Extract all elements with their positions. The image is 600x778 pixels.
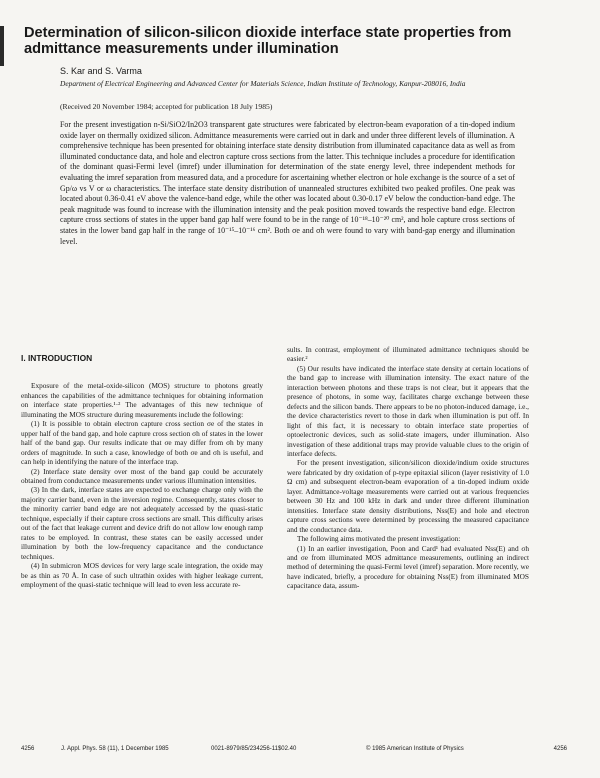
paragraph: (4) In submicron MOS devices for very large scale integration, the oxide may be as thin as 70 Å. In case of such ultrathin oxides with higher leakage current, employment of the quasi-static technique will lead to even less accurate re- <box>21 561 263 589</box>
authors: S. Kar and S. Varma <box>60 66 142 76</box>
paragraph: (1) It is possible to obtain electron capture cross section σe of the states in upper half of the band gap, and hole capture cross section σh of states in the lower half of the band gap. Our results indicate that σe may differ from σh by many orders of magnitude. In such a case, knowledge of both σe and σh is useful, and can help in identifying the nature of the interface trap. <box>21 419 263 467</box>
paragraph: (3) In the dark, interface states are expected to exchange charge only with the majority carrier band, even in the inversion regime. Consequently, states closer to the minority carrier band edge are not adequately accessed by the quasi-static technique, especially if their capture cross sections are small. This difficulty arises out of the fact that leakage current and device drift do not allow low enough ramp rates to be employed. In contrast, these states can be easily accessed under illumination by both the low-frequency capacitance and the conductance techniques. <box>21 485 263 561</box>
left-column <box>21 345 263 589</box>
page-footer <box>21 746 567 756</box>
paragraph: For the present investigation, silicon/silicon dioxide/indium oxide structures were fabricated by dry oxidation of p-type epitaxial silicon (layer resistivity of 1.0 Ω cm) and subsequent electron-beam evaporation of a tin-doped indium oxide layer. Admittance-voltage measurements were carried out at various frequencies between 30 Hz and 100 kHz in dark and under three different illumination intensities. Interface state density distributions, Nss(E) and hole and electron capture cross sections were determined by processing the measured capacitance and the conductance data. <box>287 458 529 534</box>
article-title: Determination of silicon-silicon dioxide interface state properties from admittance measurements under illumination <box>24 25 512 57</box>
article-code: 0021-8979/85/234256-11$02.40 <box>211 746 297 752</box>
copyright: © 1985 American Institute of Physics <box>366 746 464 752</box>
paragraph: (2) Interface state density over most of the band gap could be accurately obtained from conductance measurements under various illumination intensities. <box>21 466 263 485</box>
journal-citation: J. Appl. Phys. 58 (11), 1 December 1985 <box>61 746 169 752</box>
paragraph: (1) In an earlier investigation, Poon and Card¹ had evaluated Nss(E) and σh and σe from illuminated MOS admittance measurements, outlining an indirect method of determining the quasi-Fermi level (imref) separation. More recently, we have indicated, briefly, a procedure for obtaining Nss(E) from illuminated MOS capacitance data, assum- <box>287 543 529 591</box>
abstract: For the present investigation n-Si/SiO2/In2O3 transparent gate structures were fabricated by electron-beam evaporation of a tin-doped indium oxide layer on thermally oxidized silicon. Admittance measurements were carried out in dark and under three different levels of illumination. A comprehensive technique has been presented for obtaining interface state density distribution from illuminated capacitance data as well as from illuminated conductance data, and hole and electron capture cross sections from the latter. This technique includes a procedure for identification of the dominant quasi-Fermi level (imref) under illumination for determination of the state energy level, three independent methods for evaluating the imref separation from measured data, and a procedure for ascertaining whether electron or hole exchange is the source of a set of Gp/ω vs V or ω characteristics. The interface state density distribution of unannealed structures exhibited two peaked profiles. One peak was located about 0.36-0.41 eV above the valence-band edge, while the other was located about 0.30-0.17 eV below the conduction-band edge. The peak magnitude was found to increase with the illumination intensity and the peak position moved towards the respective band edge. Electron capture cross sections of states in the upper band gap half were found to be in the range of 10⁻¹⁸–10⁻²⁰ cm², and hole capture cross sections of states in the lower band gap half in the range of 10⁻¹⁵–10⁻¹⁶ cm². Both σe and σh were found to vary with band-gap energy and illumination level. <box>60 120 515 246</box>
paragraph: (5) Our results have indicated the interface state density at certain locations of the band gap to increase with illumination intensity. The exact nature of the interaction between photons and these traps is not clear, but it appears that the presence of photons, in some way, facilitates charge exchange between these defects and the silicon bands. There appears to be no photon-induced damage, i.e., the device characteristics revert to those in dark when illumination is put off. In light of this fact, it is necessary to obtain interface state properties of optoelectronic devices, such as solid-state imagers, under illumination. Also investigation of these additional traps may provide valuable clues to the origin of interface defects. <box>287 363 529 458</box>
received-dates: (Received 20 November 1984; accepted for publication 18 July 1985) <box>60 102 273 111</box>
paragraph: sults. In contrast, employment of illuminated admittance techniques should be easier.² <box>287 345 529 364</box>
page-number-left: 4256 <box>21 746 35 752</box>
right-column <box>287 345 529 591</box>
section-heading: I. INTRODUCTION <box>21 353 93 363</box>
affiliation: Department of Electrical Engineering and Advanced Center for Materials Science, Indian Institute of Technology, Kanpur-208016, India <box>60 79 466 88</box>
paragraph: The following aims motivated the present investigation: <box>297 534 461 544</box>
page-number-right: 4256 <box>553 746 567 752</box>
title-rule <box>0 26 4 66</box>
paragraph: Exposure of the metal-oxide-silicon (MOS) structure to photons greatly enhances the capabilities of the admittance techniques for obtaining information on interface state properties.¹·² The advantages of this new technique of illuminating the MOS structure during measurements include the following: <box>21 381 263 419</box>
